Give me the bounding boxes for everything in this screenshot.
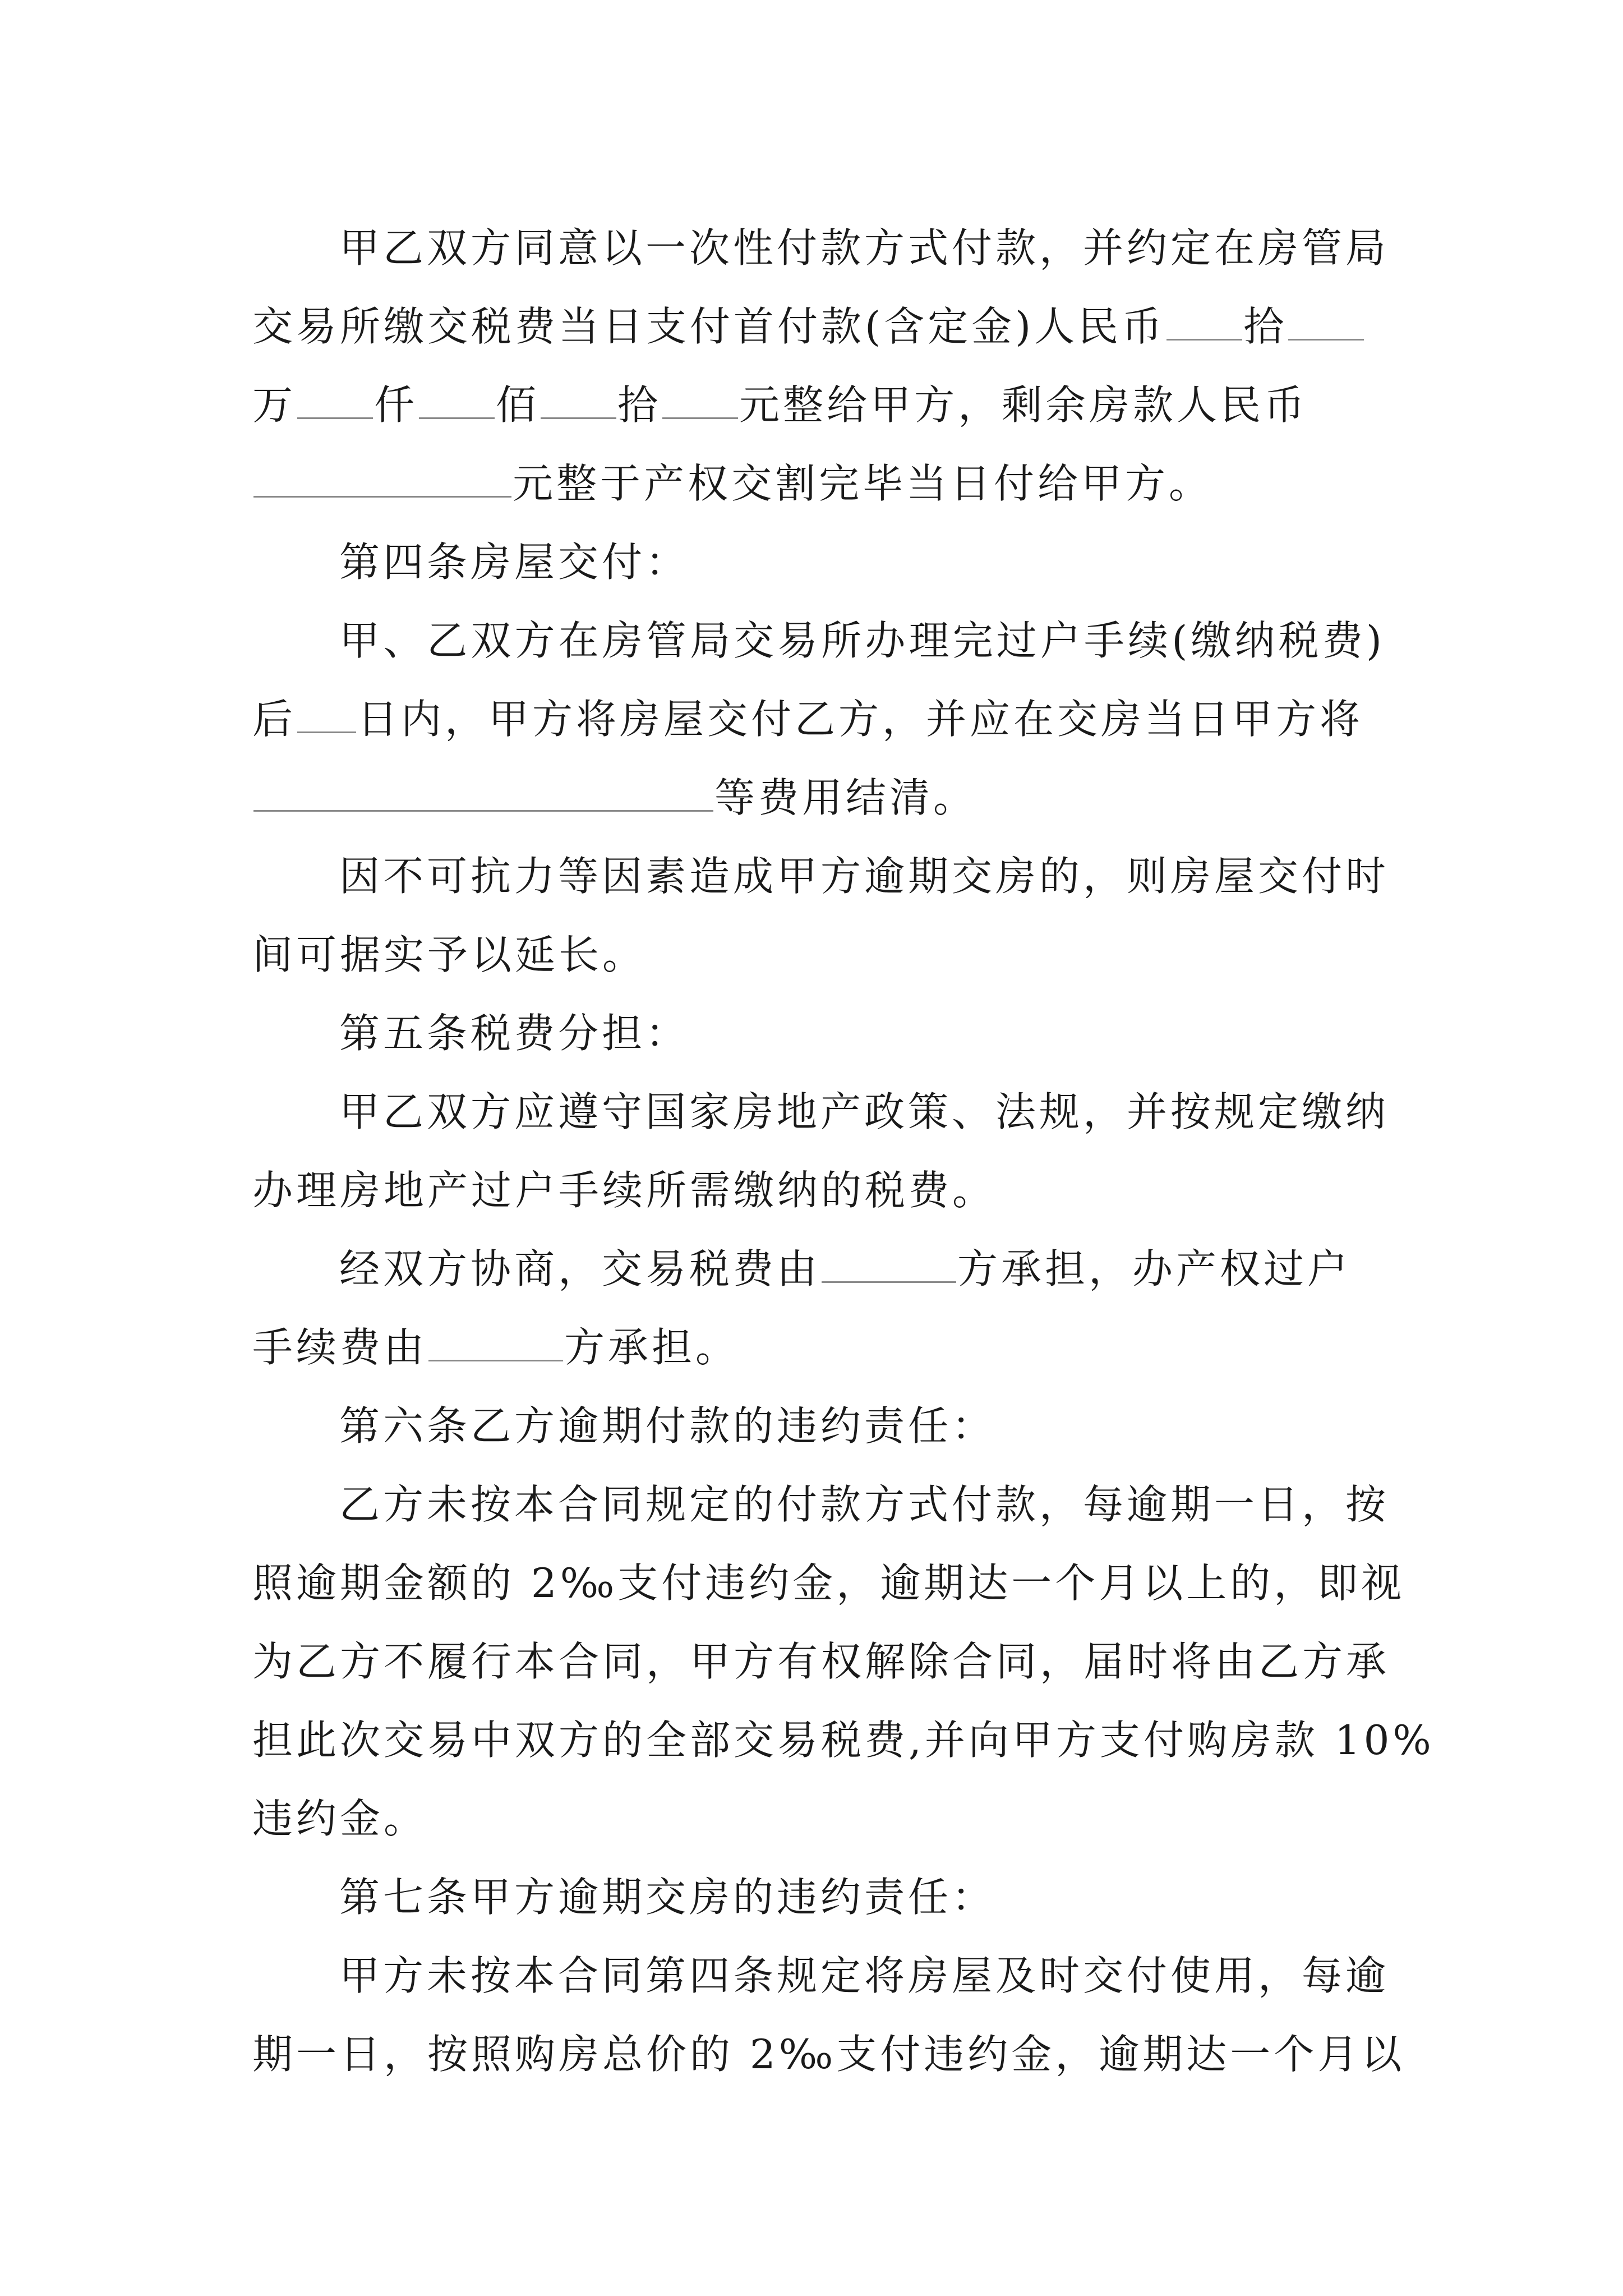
heading-text: 第五条税费分担： <box>339 1010 690 1057</box>
text-line <box>252 444 1385 523</box>
text-fragment: 后 <box>252 696 297 743</box>
text-fragment: 为乙方不履行本合同，甲方有权解除合同，届时将由乙方承 <box>252 1638 1390 1685</box>
text-line <box>252 680 1385 758</box>
fill-in-blank[interactable] <box>1166 305 1242 341</box>
heading-text: 第七条甲方逾期交房的违约责任： <box>339 1874 996 1921</box>
text-fragment: 期一日，按照购房总价的 2‰支付违约金，逾期达一个月以 <box>252 2031 1405 2078</box>
text-fragment: 交易所缴交税费当日支付首付款(含定金)人民币 <box>252 303 1166 350</box>
text-line <box>252 1151 1385 1230</box>
text-line <box>252 1544 1405 1622</box>
paragraph-tax-compliance <box>252 1073 1390 1230</box>
paragraph-tax-split <box>252 1230 1385 1387</box>
article-heading <box>252 523 1385 601</box>
text-line <box>252 601 1385 680</box>
paragraph-buyer-late-payment <box>252 1465 1435 1858</box>
fill-in-blank[interactable] <box>662 384 738 419</box>
contract-body <box>252 209 1435 2093</box>
paragraph-force-majeure <box>252 837 1390 994</box>
text-fragment: 甲、乙双方在房管局交易所办理完过户手续(缴纳税费) <box>339 617 1385 664</box>
text-fragment: 间可据实予以延长。 <box>252 931 647 978</box>
paragraph-payment-terms <box>252 209 1390 523</box>
text-fragment: 日内，甲方将房屋交付乙方，并应在交房当日甲方将 <box>357 696 1364 743</box>
text-fragment: 担此次交易中双方的全部交易税费,并向甲方支付购房款 10% <box>252 1717 1435 1764</box>
fill-in-blank[interactable] <box>1288 305 1364 341</box>
text-fragment: 方承担，办产权过户 <box>957 1245 1352 1292</box>
text-line <box>252 1701 1435 1779</box>
text-fragment: 经双方协商，交易税费由 <box>339 1245 821 1292</box>
text-line <box>252 837 1390 915</box>
text-line <box>252 1230 1385 1308</box>
article-heading <box>252 994 1385 1073</box>
text-fragment: 办理房地产过户手续所需缴纳的税费。 <box>252 1167 997 1214</box>
text-line <box>252 2015 1405 2093</box>
fill-in-blank[interactable] <box>297 384 373 419</box>
text-fragment: 甲乙双方应遵守国家房地产政策、法规，并按规定缴纳 <box>339 1088 1390 1135</box>
text-fragment: 拾 <box>617 381 662 429</box>
text-line <box>252 1779 1385 1858</box>
text-fragment: 等费用结清。 <box>714 774 978 821</box>
text-line <box>252 209 1390 287</box>
fill-in-blank[interactable] <box>428 1326 563 1361</box>
text-line <box>252 1073 1390 1151</box>
paragraph-seller-late-delivery <box>252 1936 1405 2093</box>
text-line <box>252 1465 1390 1544</box>
text-line <box>252 287 1385 366</box>
fill-in-blank[interactable] <box>419 384 495 419</box>
text-fragment: 拾 <box>1243 303 1288 350</box>
text-line <box>252 1308 1385 1387</box>
text-fragment: 仟 <box>374 381 418 429</box>
text-fragment: 违约金。 <box>252 1795 428 1842</box>
fill-in-blank[interactable] <box>822 1248 956 1283</box>
article-heading <box>252 1387 1385 1465</box>
heading-text: 第四条房屋交付： <box>339 539 690 586</box>
text-fragment: 照逾期金额的 2‰支付违约金，逾期达一个月以上的，即视 <box>252 1559 1405 1607</box>
text-fragment: 手续费由 <box>252 1324 428 1371</box>
text-fragment: 方承担。 <box>564 1324 740 1371</box>
article-heading <box>252 1858 1385 1936</box>
text-fragment: 甲方未按本合同第四条规定将房屋及时交付使用，每逾 <box>339 1952 1390 1999</box>
text-line <box>252 1936 1390 2015</box>
text-fragment: 元整于产权交割完毕当日付给甲方。 <box>513 460 1213 507</box>
fill-in-blank[interactable] <box>253 462 511 498</box>
text-line <box>252 1622 1390 1701</box>
text-line <box>252 758 1385 837</box>
text-fragment: 因不可抗力等因素造成甲方逾期交房的，则房屋交付时 <box>339 853 1390 900</box>
fill-in-blank[interactable] <box>297 698 356 733</box>
text-line <box>252 366 1385 444</box>
text-fragment: 乙方未按本合同规定的付款方式付款，每逾期一日，按 <box>339 1481 1390 1528</box>
heading-text: 第六条乙方逾期付款的违约责任： <box>339 1402 996 1450</box>
text-fragment: 元整给甲方，剩余房款人民币 <box>739 381 1308 429</box>
text-line <box>252 915 1385 994</box>
fill-in-blank[interactable] <box>541 384 616 419</box>
text-fragment: 万 <box>252 381 297 429</box>
paragraph-house-delivery <box>252 601 1385 837</box>
fill-in-blank[interactable] <box>253 776 713 812</box>
text-fragment: 甲乙双方同意以一次性付款方式付款，并约定在房管局 <box>339 224 1390 272</box>
text-fragment: 佰 <box>496 381 540 429</box>
